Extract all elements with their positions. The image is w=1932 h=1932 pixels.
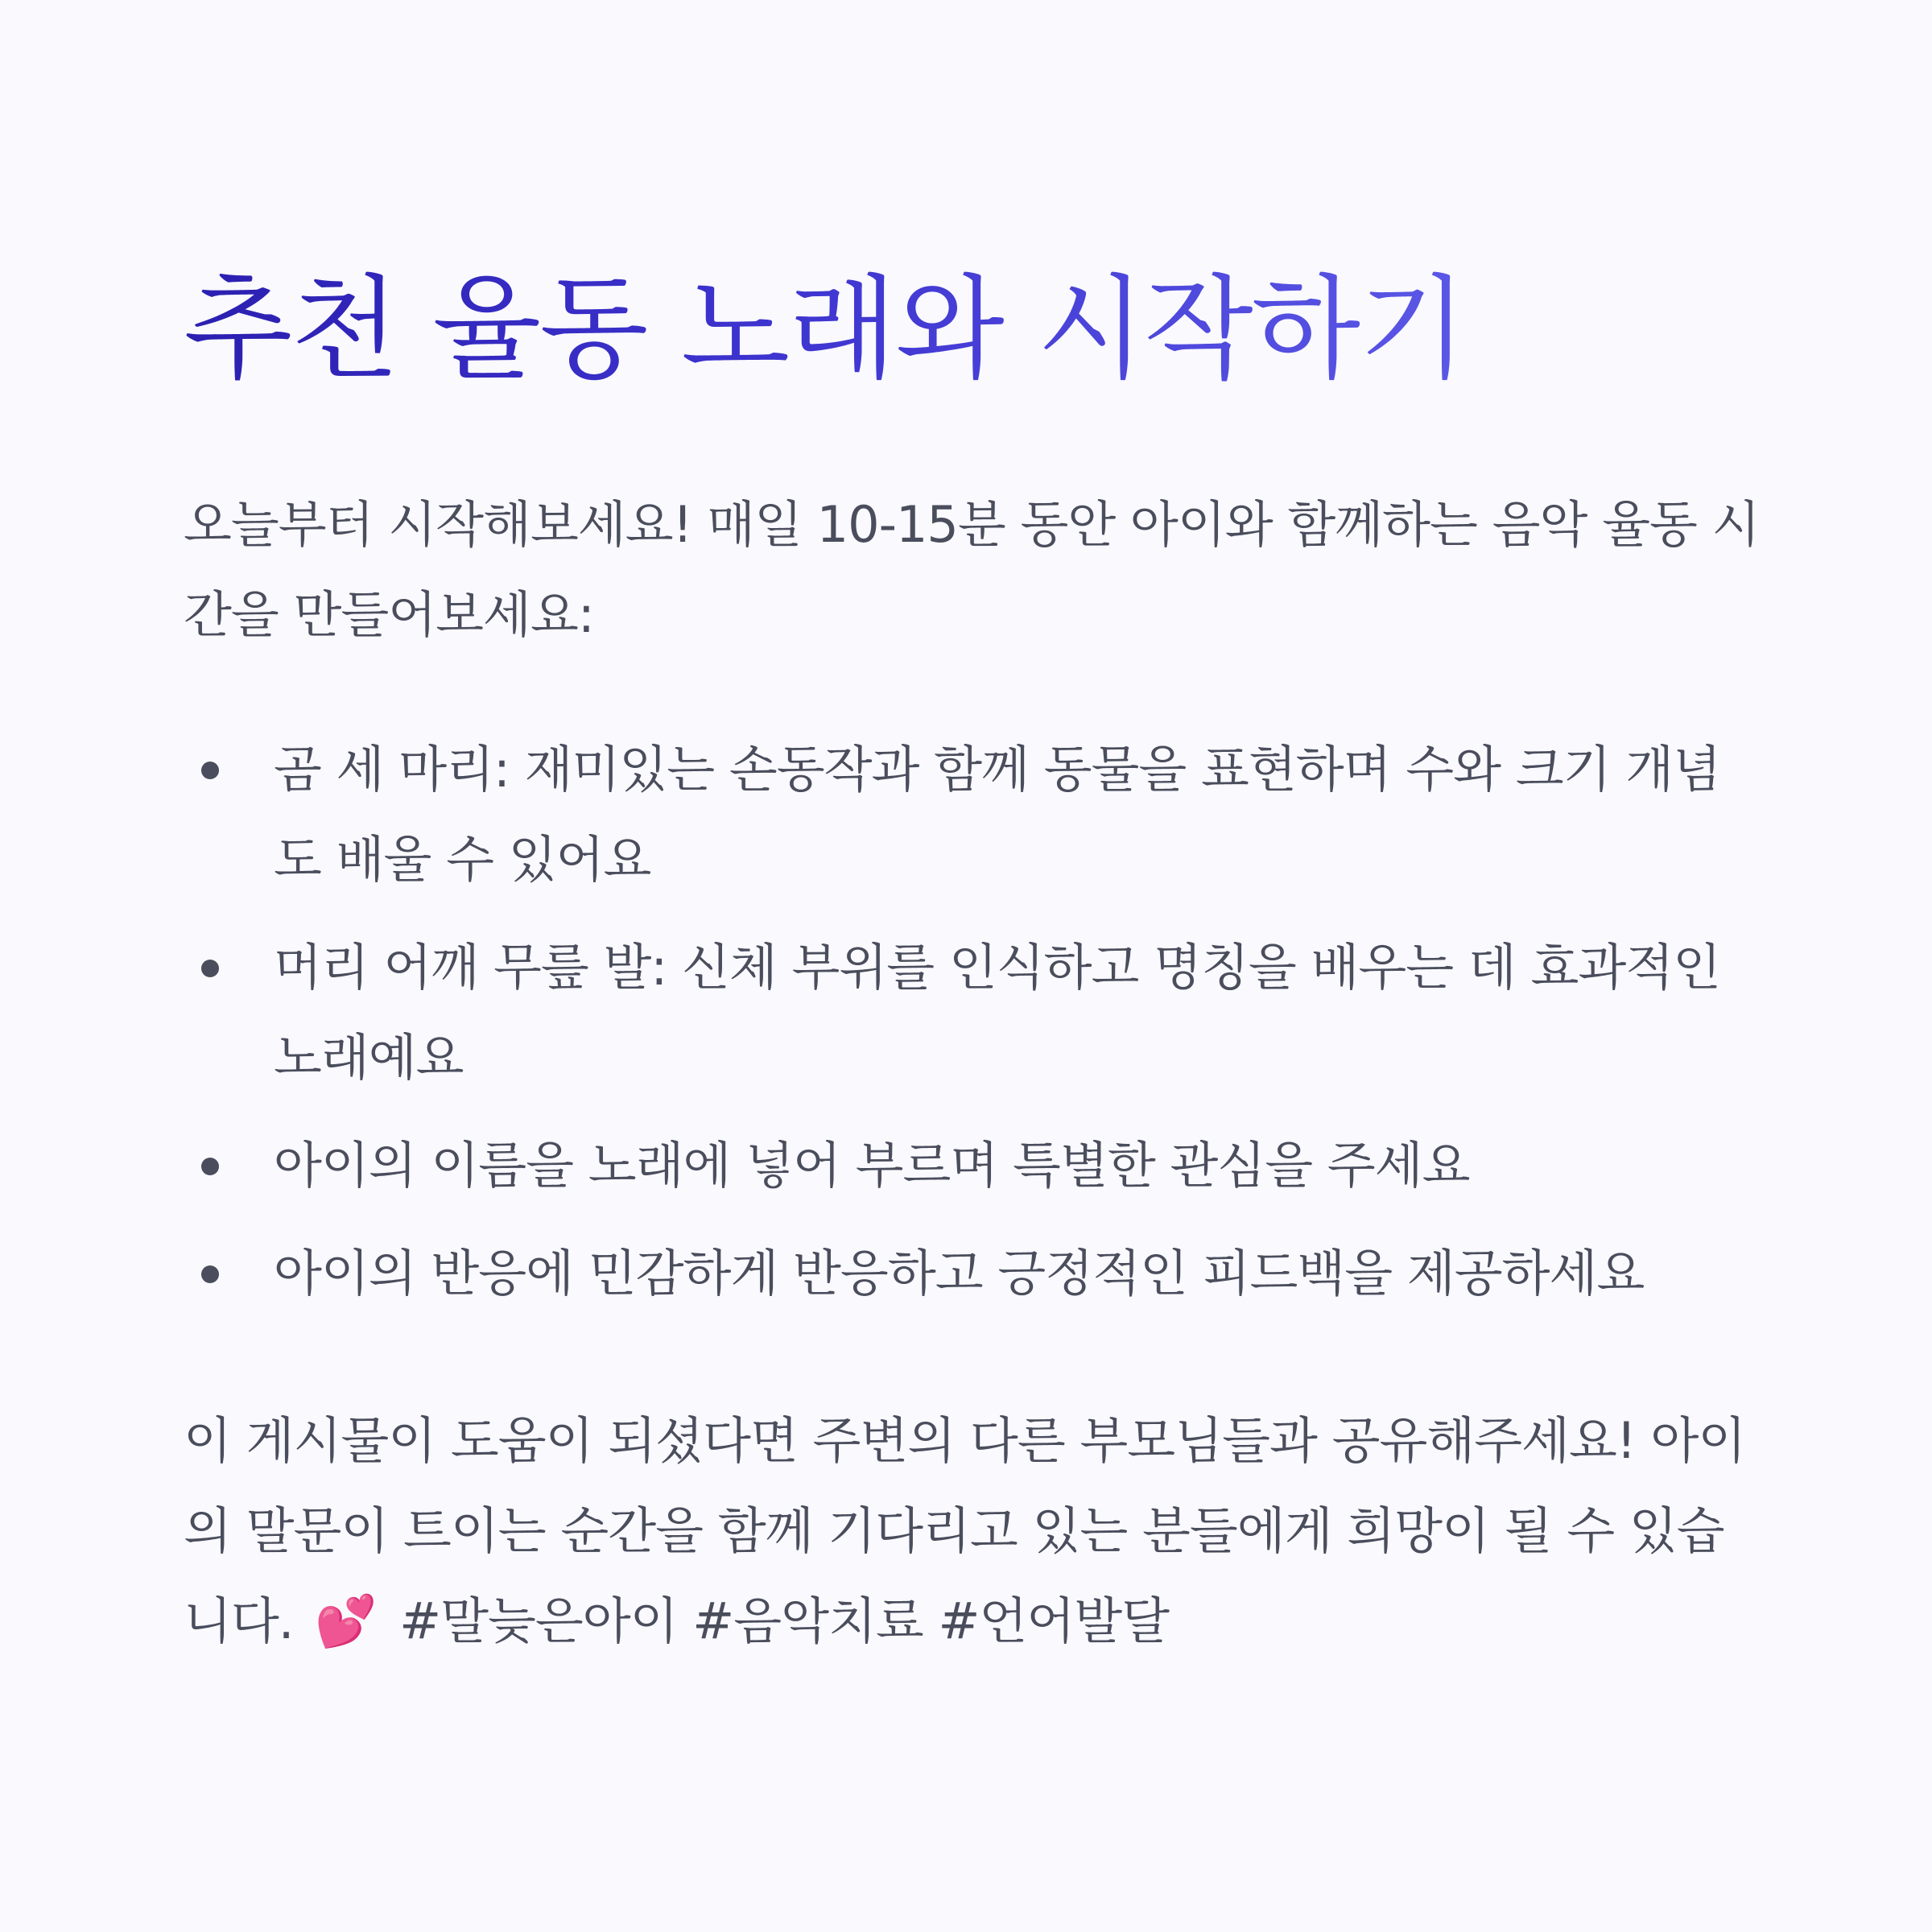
bullet-dot-icon <box>201 1158 219 1175</box>
bullet-dot-icon <box>201 960 219 977</box>
two-hearts-icon: 💕 <box>315 1591 377 1650</box>
list-item-text: 아이의 반응에 민감하게 반응하고 긍정적인 피드백을 제공하세요 <box>274 1244 1645 1302</box>
list-item-text: 머리 어깨 무릎 발: 신체 부위를 인식하고 명칭을 배우는 데 효과적인 노래예요 <box>274 938 1721 1087</box>
list-item-text: 아이의 이름을 노래에 넣어 부르며 특별한 관심을 주세요 <box>274 1136 1470 1195</box>
closing-text: 이 게시물이 도움이 되셨다면 주변의 다른 부모님들과 공유해주세요! 아이의 말문이 트이는 순간을 함께 기다리고 있는 분들에게 희망이 될 수 있습니다. <box>184 1411 1746 1650</box>
page-title: 추천 율동 노래와 시작하기 <box>184 258 1466 402</box>
tips-list <box>184 724 1761 1319</box>
content-card <box>184 258 1761 1666</box>
bullet-dot-icon <box>201 762 219 779</box>
list-item <box>184 1228 1761 1319</box>
hashtags: #말늦은아이 #음악치료 #언어발달 <box>399 1591 1170 1650</box>
closing-paragraph <box>184 1396 1761 1666</box>
list-item <box>184 923 1761 1103</box>
list-item <box>184 724 1761 905</box>
bullet-dot-icon <box>201 1265 219 1283</box>
list-item <box>184 1121 1761 1211</box>
list-item-text: 곰 세 마리: 재미있는 손동작과 함께 동물을 표현하며 수와 크기 개념도 배울 수 있어요 <box>274 740 1721 889</box>
intro-paragraph: 오늘부터 시작해보세요! 매일 10-15분 동안 아이와 함께하는 음악 율동 시간을 만들어보세요: <box>184 495 1760 644</box>
